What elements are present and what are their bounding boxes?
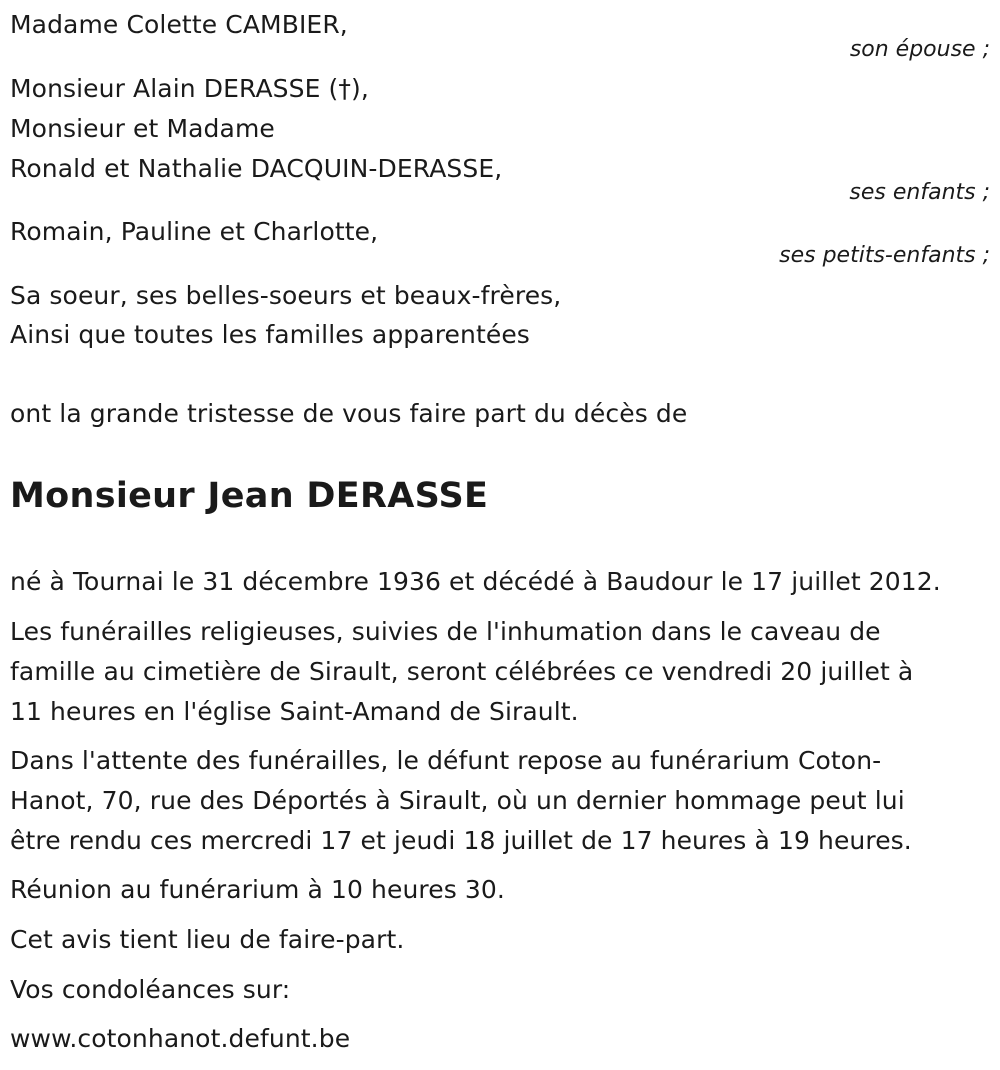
spouse-name: Madame Colette CAMBIER, [10,10,348,39]
spouse-role: son épouse ; [849,37,990,62]
grandchildren-name: Romain, Pauline et Charlotte, [10,217,379,246]
notice-line: Cet avis tient lieu de faire-part. [10,925,405,954]
children-role: ses enfants ; [849,180,990,205]
grandchildren-role: ses petits-enfants ; [779,243,990,268]
deceased-name: Monsieur Jean DERASSE [10,476,489,516]
birth-death-line: né à Tournai le 31 décembre 1936 et décédé à Baudour le 17 juillet 2012. [10,567,941,596]
meeting-line: Réunion au funérarium à 10 heures 30. [10,875,505,904]
child-line: Monsieur et Madame [10,114,275,143]
funeral-line: famille au cimetière de Sirault, seront célébrées ce vendredi 20 juillet à [10,657,914,686]
child-line: Ronald et Nathalie DACQUIN-DERASSE, [10,154,503,183]
child-line: Monsieur Alain DERASSE (†), [10,74,369,103]
visitation-line: Hanot, 70, rue des Déportés à Sirault, où un dernier hommage peut lui [10,786,905,815]
visitation-line: être rendu ces mercredi 17 et jeudi 18 juillet de 17 heures à 19 heures. [10,826,912,855]
condolences-label: Vos condoléances sur: [10,975,291,1004]
visitation-line: Dans l'attente des funérailles, le défunt repose au funérarium Coton- [10,746,882,775]
funeral-line: 11 heures en l'église Saint-Amand de Sirault. [10,697,579,726]
announcement-text: ont la grande tristesse de vous faire part du décès de [10,399,688,428]
relatives-line: Ainsi que toutes les familles apparentées [10,320,530,349]
relatives-line: Sa soeur, ses belles-soeurs et beaux-frères, [10,281,562,310]
funeral-line: Les funérailles religieuses, suivies de l'inhumation dans le caveau de [10,617,881,646]
condolences-link[interactable]: www.cotonhanot.defunt.be [10,1024,351,1053]
